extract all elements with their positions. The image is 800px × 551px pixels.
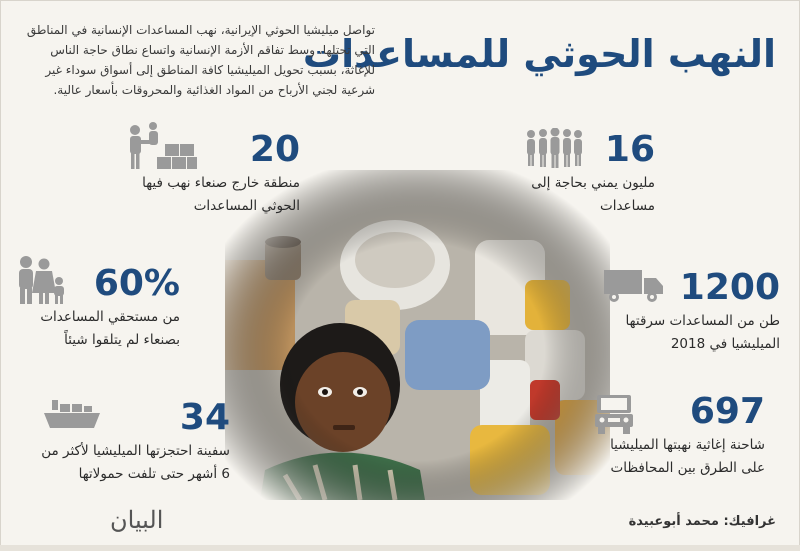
page-title: النهب الحوثي للمساعدات xyxy=(302,32,776,76)
stat-description xyxy=(142,172,300,218)
stat-number: 697 xyxy=(689,391,765,432)
truck-icon xyxy=(604,268,664,304)
stat-line: الميليشيا في 2018 xyxy=(670,336,780,352)
bottom-stripe xyxy=(0,545,800,551)
stat-description xyxy=(531,172,655,218)
stat-line: مساعدات xyxy=(600,198,655,214)
stat-number: 1200 xyxy=(679,267,780,308)
stat-line: سفينة احتجزتها الميليشيا لأكثر من xyxy=(41,443,230,459)
intro-paragraph: تواصل ميليشيا الحوثي الإيرانية، نهب المساعدات الإنسانية في المناطق التي تحتلها، وسط تفاقم الأزمة الإنسانية واتساع نطاق حاجة الناس للإغاثة، بسبب تحويل الميليشيا كافة المناطق إلى أسواق سوداء غير شرعية لجني الأرباح من المواد الغذائية والمحروقات بأسعار عالية. xyxy=(26,23,375,97)
stat-description xyxy=(40,306,180,352)
stat-description xyxy=(41,440,230,486)
child-with-water-containers-photo xyxy=(225,170,610,500)
stat-number-block xyxy=(180,398,230,438)
stat-line: بصنعاء لم يتلقوا شيئاً xyxy=(64,332,180,348)
stat-line: طن من المساعدات سرقتها xyxy=(625,313,780,329)
stat-line: على الطرق بين المحافظات xyxy=(610,460,765,476)
stat-line: الحوثي المساعدات xyxy=(193,198,300,214)
albayan-logo: البيان xyxy=(110,506,164,534)
stat-number: 16 xyxy=(604,129,655,170)
stat-number-block xyxy=(250,130,300,170)
stat-number: 20 xyxy=(249,129,300,170)
stat-number-block xyxy=(94,264,180,304)
truck-front-icon xyxy=(593,393,635,435)
stat-description xyxy=(626,310,780,356)
stat-number-block xyxy=(680,268,780,308)
stat-line: منطقة خارج صنعاء نهب فيها xyxy=(142,175,300,191)
ship-icon xyxy=(44,398,100,430)
graphic-credit: غرافيك: محمد أبوعبيدة xyxy=(628,514,776,529)
people-group-icon xyxy=(523,128,585,168)
family-icon xyxy=(14,255,66,305)
stat-line: 6 أشهر حتى تلفت حمولاتها xyxy=(78,466,230,482)
aid-distribution-icon xyxy=(125,122,197,170)
stat-number: 34 xyxy=(179,397,230,438)
stat-number-block xyxy=(605,130,655,170)
stat-line: مليون يمني بحاجة إلى xyxy=(531,175,655,191)
stat-description xyxy=(610,434,765,480)
stat-number-block xyxy=(690,392,765,432)
stat-number: 60% xyxy=(93,263,180,304)
stat-line: شاحنة إغاثية نهبتها الميليشيا xyxy=(610,437,765,453)
stat-line: من مستحقي المساعدات xyxy=(40,309,180,325)
